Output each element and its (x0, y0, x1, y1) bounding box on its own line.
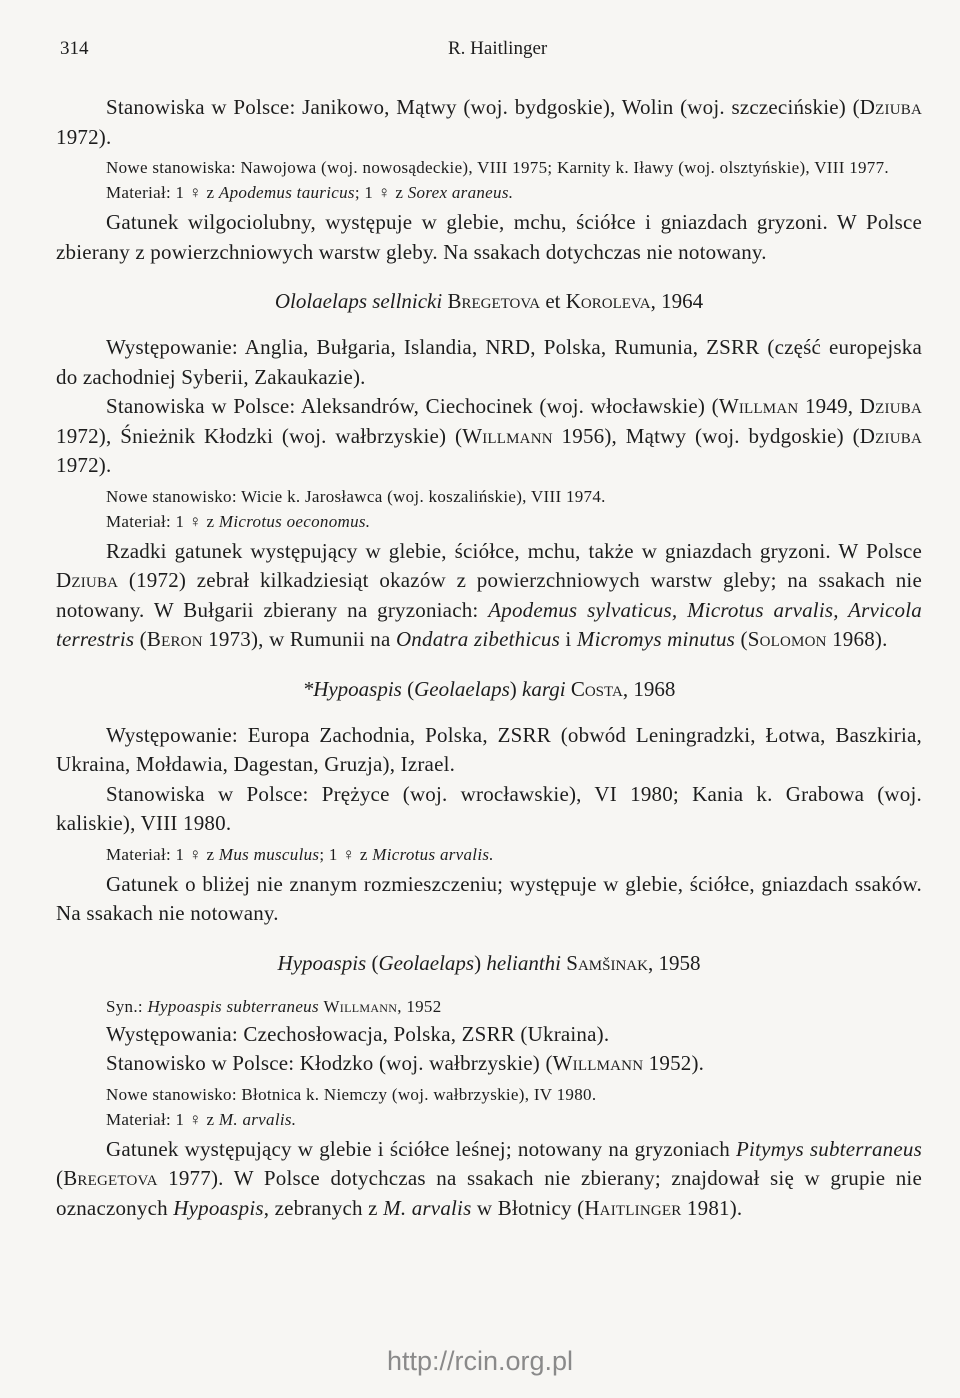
text: ; 1 ♀ z (354, 183, 408, 202)
species-name: Mus musculus (218, 844, 320, 864)
species-heading (56, 949, 922, 978)
remarks-paragraph (56, 1135, 922, 1224)
author-name: Bregetova (63, 1166, 158, 1190)
author-name: Beron (146, 627, 203, 651)
species-name: Microtus arvalis. (372, 844, 494, 864)
occurrence-paragraph: Występowanie: Anglia, Bułgaria, Islandia, NRD, Polska, Rumunia, ZSRR (część europejska do zachodniej Syberii, Zakaukazie). (56, 335, 922, 389)
species-name: Pitymys subterraneus (735, 1136, 922, 1161)
text: , 1958 (647, 950, 701, 975)
author-name: Willmann (552, 1051, 644, 1075)
occurrence-paragraph: Występowania: Czechosłowacja, Polska, ZSRR (Ukraina). (106, 1021, 610, 1046)
species-name: Hypoaspis subterraneus (147, 996, 319, 1016)
text: Stanowiska w Polsce: Aleksandrów, Ciechocinek (woj. włocławskie) ( (106, 394, 719, 418)
species-name: Ololaelaps sellnicki (274, 289, 443, 313)
text: , zebranych z (263, 1195, 384, 1220)
text: Materiał: 1 ♀ z (106, 511, 219, 531)
author-name: Dziuba (859, 423, 922, 448)
remarks-paragraph: Gatunek wilgociolubny, występuje w glebie, mchu, ściółce i gniazdach gryzoni. W Polsce zbierany z powierzchniowych warstw gleby. Na ssakach dotychczas nie notowany. (56, 210, 922, 264)
species-name: Apodemus tauricus (218, 183, 355, 202)
text: ; 1 ♀ z (319, 844, 373, 864)
text: Stanowisko w Polsce: Kłodzko (woj. wałbrzyskie) ( (106, 1051, 553, 1075)
text: i (559, 627, 577, 651)
occurrence-paragraph: Występowanie: Europa Zachodnia, Polska, ZSRR (obwód Leningradzki, Łotwa, Baszkiria, Ukraina, Mołdawia, Dagestan, Gruzja), Izrael. (56, 722, 922, 776)
text: 1981). (681, 1195, 743, 1220)
text: (1972) zebrał kilkadziesiąt okazów z powierzchniowych warstw gleby; na ssakach nie notowany. W Bułgarii zbierany na gryzoniach: (56, 568, 922, 622)
material-paragraph (56, 510, 922, 533)
species-name: M. arvalis (383, 1195, 472, 1220)
material-paragraph (56, 1108, 922, 1131)
author-name: Willmann (462, 423, 553, 448)
text: 1956), Mątwy (woj. bydgoskie) ( (552, 423, 860, 448)
author-name: Bregetova (447, 289, 541, 313)
remarks-paragraph: Gatunek o bliżej nie znanym rozmieszczeniu; występuje w glebie, ściółce, gniazdach ssaków. Na ssakach nie notowany. (56, 871, 922, 925)
article-body (56, 93, 922, 1223)
species-name: Hypoaspis (277, 950, 367, 975)
running-head: R. Haitlinger (448, 38, 548, 59)
new-localities-paragraph: Nowe stanowiska: Nawojowa (woj. nowosądeckie), VIII 1975; Karnity k. Iławy (woj. olsztyńskie), VIII 1977. (106, 158, 889, 177)
author-name: Koroleva (565, 289, 651, 313)
species-heading (56, 287, 922, 316)
new-localities-paragraph: Nowe stanowisko: Wicie k. Jarosławca (woj. koszalińskie), VIII 1974. (106, 486, 606, 506)
species-name: Geolaelaps (378, 950, 475, 975)
species-name: Hypoaspis (173, 1195, 264, 1220)
text: 1952). (643, 1051, 705, 1075)
species-name: helianthi (486, 950, 562, 975)
species-name: Ondatra zibethicus (395, 627, 560, 651)
text: Materiał: 1 ♀ z (106, 1109, 219, 1129)
species-name: *Hypoaspis (302, 676, 402, 701)
localities-paragraph (56, 1049, 922, 1079)
author-name: Samšinak (566, 950, 648, 975)
text: 1972). (56, 124, 112, 149)
synonym-paragraph (56, 995, 922, 1018)
species-heading (56, 675, 922, 704)
page-number: 314 (60, 38, 89, 59)
species-name: Micromys minutus (576, 627, 736, 651)
author-name: Haitlinger (584, 1195, 682, 1220)
text: Stanowiska w Polsce: Janikowo, Mątwy (woj. bydgoskie), Wolin (woj. szczecińskie) ( (106, 95, 860, 119)
author-name: Solomon (747, 627, 827, 651)
text: 1973), w Rumunii na (202, 627, 396, 651)
text: 1968). (826, 627, 888, 651)
author-name: Willman (718, 394, 799, 418)
species-name: M. arvalis. (218, 1109, 297, 1129)
author-name: Dziuba (859, 394, 922, 418)
text: ( (56, 1166, 64, 1190)
localities-paragraph: Stanowiska w Polsce: Prężyce (woj. wrocławskie), VI 1980; Kania k. Grabowa (woj. kaliskie), VIII 1980. (56, 781, 922, 835)
species-name: kargi (522, 676, 566, 701)
text: , 1964 (650, 289, 704, 313)
text: 1949, (798, 394, 860, 418)
localities-paragraph (56, 93, 922, 152)
text: ( (401, 676, 415, 701)
species-name: Microtus oeconomus. (218, 511, 371, 531)
new-localities-paragraph: Nowe stanowisko: Błotnica k. Niemczy (woj. wałbrzyskie), IV 1980. (106, 1084, 597, 1104)
author-name: Dziuba (56, 568, 119, 592)
remarks-paragraph (56, 537, 922, 655)
text: ) (474, 950, 487, 975)
author-name: Dziuba (859, 95, 922, 119)
text: Syn.: (106, 996, 148, 1016)
text: Rzadki gatunek występujący w glebie, ściółce, mchu, także w gniazdach gryzoni. W Polsce (106, 538, 922, 563)
text: ) (509, 676, 523, 701)
text: ( (735, 627, 748, 651)
text: , 1968 (622, 676, 676, 701)
species-name: Sorex araneus. (407, 183, 514, 202)
text: ( (366, 950, 379, 975)
author-name: Willmann (323, 996, 398, 1016)
text: w Błotnicy ( (471, 1195, 585, 1220)
page-header (60, 38, 900, 66)
text: Gatunek występujący w glebie i ściółce leśnej; notowany na gryzoniach (106, 1136, 736, 1161)
species-name: Apodemus sylvaticus, Microtus arvalis, Arvicola terrestris (56, 597, 922, 651)
text: et (540, 289, 566, 313)
localities-paragraph (56, 392, 922, 481)
text: 1972), Śnieżnik Kłodzki (woj. wałbrzyskie) ( (56, 423, 463, 448)
text: 1972). (56, 453, 112, 477)
text: 1977). W Polsce dotychczas na ssakach nie zbierany; znajdował się w grupie nie oznaczonych (56, 1166, 922, 1220)
text: Materiał: 1 ♀ z (106, 844, 219, 864)
text: Materiał: 1 ♀ z (106, 183, 219, 202)
watermark-url: http://rcin.org.pl (386, 1346, 574, 1376)
species-name: Geolaelaps (414, 676, 510, 701)
author-name: Costa (570, 676, 623, 701)
material-paragraph (56, 181, 922, 204)
material-paragraph (56, 843, 922, 866)
text: ( (134, 627, 147, 651)
text: , 1952 (397, 996, 442, 1016)
